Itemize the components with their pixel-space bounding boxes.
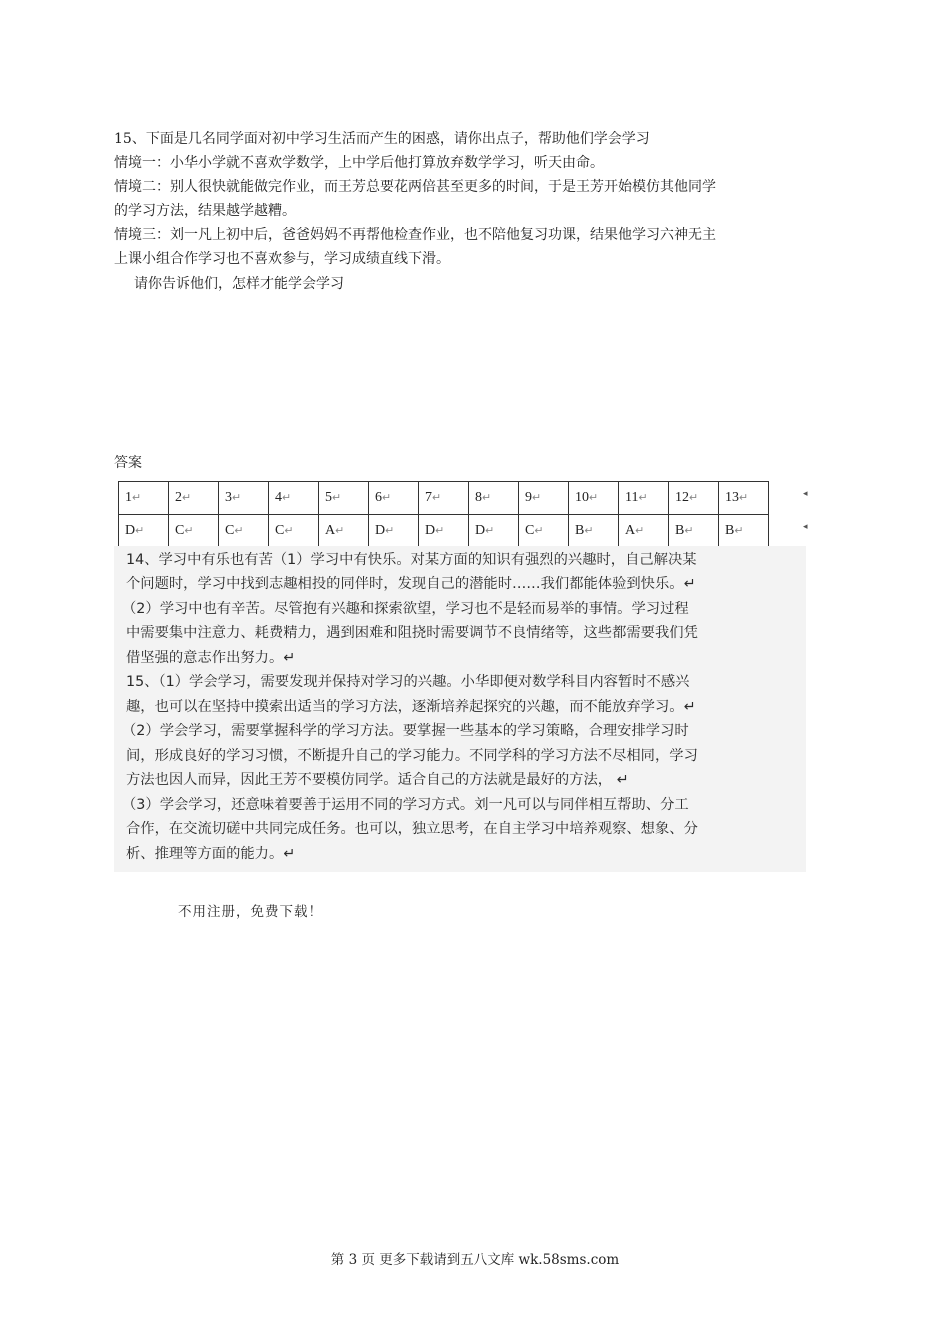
answer-choice-cell-value: C (275, 523, 285, 538)
question-number-cell (519, 482, 569, 515)
answer-line: 借坚强的意志作出努力。↵ (126, 650, 296, 666)
question-number-cell-value: 5 (325, 490, 332, 505)
return-mark: ↵ (532, 492, 542, 504)
scenario-1: 情境一：小华小学就不喜欢学数学，上中学后他打算放弃数学学习，听天由命。 (114, 155, 604, 171)
answer-choice-cell (319, 515, 369, 548)
return-mark: ↵ (335, 525, 345, 537)
return-mark: ↵ (132, 492, 142, 504)
return-mark: ↵ (382, 492, 392, 504)
promo-text: 不用注册，免费下载！ (178, 904, 323, 920)
return-mark: ↵ (734, 525, 744, 537)
answer-choice-cell (569, 515, 619, 548)
return-mark: ↵ (485, 525, 495, 537)
row-end-mark: ◂ (803, 489, 808, 499)
return-mark: ↵ (282, 492, 292, 504)
question-number-cell-value: 4 (275, 490, 282, 505)
answer-choice-cell-value: C (525, 523, 535, 538)
row-end-mark: ◂ (803, 522, 808, 532)
return-mark: ↵ (184, 525, 194, 537)
answer-choice-cell-value: A (625, 523, 636, 538)
answer-choice-cell (119, 515, 169, 548)
page-footer: 第 3 页 更多下载请到五八文库 wk.58sms.com (330, 1252, 620, 1268)
answer-explanation-image (114, 546, 806, 872)
answer-line: 合作，在交流切磋中共同完成任务。也可以，独立思考，在自主学习中培养观察、想象、分 (126, 821, 698, 837)
answer-choice-cell-value: D (125, 523, 136, 538)
question-number-cell (219, 482, 269, 515)
scenario-3-line-2: 上课小组合作学习也不喜欢参与，学习成绩直线下滑。 (114, 251, 450, 267)
question-number-cell (569, 482, 619, 515)
question-number-cell-value: 11 (625, 490, 639, 505)
question-number-cell (319, 482, 369, 515)
answer-line: 中需要集中注意力、耗费精力，遇到困难和阻挠时需要调节不良情绪等，这些都需要我们凭 (126, 625, 698, 641)
answer-line: 间，形成良好的学习习惯，不断提升自己的学习能力。不同学科的学习方法不尽相同，学习 (126, 748, 698, 764)
return-mark: ↵ (385, 525, 395, 537)
answer-choice-cell (219, 515, 269, 548)
answer-choice-cell (669, 515, 719, 548)
answer-choice-cell (169, 515, 219, 548)
return-mark: ↵ (332, 492, 342, 504)
answer-choice-cell (369, 515, 419, 548)
return-mark: ↵ (234, 525, 244, 537)
answer-table (118, 481, 769, 548)
return-mark: ↵ (232, 492, 242, 504)
answer-line: 方法也因人而异，因此王芳不要模仿同学。适合自己的方法就是最好的方法， ↵ (126, 772, 629, 788)
question-number-cell (269, 482, 319, 515)
question-number-cell (119, 482, 169, 515)
answer-choice-row (119, 515, 769, 548)
return-mark: ↵ (638, 492, 648, 504)
return-mark: ↵ (689, 492, 699, 504)
answer-choice-cell-value: D (425, 523, 436, 538)
answer-choice-cell-value: D (475, 523, 486, 538)
question-number-cell (369, 482, 419, 515)
return-mark: ↵ (584, 525, 594, 537)
answer-line: （2）学会学习，需要掌握科学的学习方法。要掌握一些基本的学习策略，合理安排学习时 (122, 723, 689, 739)
answer-line: 趣，也可以在坚持中摸索出适当的学习方法，逐渐培养起探究的兴趣，而不能放弃学习。↵ (126, 699, 696, 715)
answer-line: 14、学习中有乐也有苦（1）学习中有快乐。对某方面的知识有强烈的兴趣时，自己解决某 (126, 552, 697, 568)
return-mark: ↵ (534, 525, 544, 537)
return-mark: ↵ (739, 492, 749, 504)
answer-line: 析、推理等方面的能力。↵ (126, 846, 296, 862)
answer-choice-cell-value: B (675, 523, 685, 538)
question-number-cell (719, 482, 769, 515)
question-number-cell (619, 482, 669, 515)
question-number-cell (169, 482, 219, 515)
question-number-cell-value: 7 (425, 490, 432, 505)
return-mark: ↵ (135, 525, 145, 537)
scenario-2-line-2: 的学习方法，结果越学越糟。 (114, 203, 296, 219)
answer-line: （2）学习中也有辛苦。尽管抱有兴趣和探索欲望，学习也不是轻而易举的事情。学习过程 (122, 601, 689, 617)
answer-choice-cell-value: B (575, 523, 585, 538)
return-mark: ↵ (435, 525, 445, 537)
answer-choice-cell (619, 515, 669, 548)
answer-choice-cell (269, 515, 319, 548)
answer-line: （3）学会学习，还意味着要善于运用不同的学习方式。刘一凡可以与同伴相互帮助、分工 (122, 797, 689, 813)
question-number-cell-value: 1 (125, 490, 132, 505)
answer-label: 答案 (114, 455, 142, 471)
question-number-cell (469, 482, 519, 515)
answer-line: 15、（1）学会学习，需要发现并保持对学习的兴趣。小华即便对数学科目内容暂时不感兴 (126, 674, 690, 690)
return-mark: ↵ (589, 492, 599, 504)
return-mark: ↵ (182, 492, 192, 504)
answer-choice-cell-value: A (325, 523, 336, 538)
question-number-cell-value: 10 (575, 490, 589, 505)
answer-choice-cell (519, 515, 569, 548)
return-mark: ↵ (684, 525, 694, 537)
answer-choice-cell-value: C (225, 523, 235, 538)
answer-choice-cell (719, 515, 769, 548)
answer-choice-cell-value: C (175, 523, 185, 538)
return-mark: ↵ (635, 525, 645, 537)
answer-choice-cell-value: D (375, 523, 386, 538)
scenario-2-line-1: 情境二：别人很快就能做完作业，而王芳总要花两倍甚至更多的时间，于是王芳开始模仿其他同学 (114, 179, 716, 195)
answer-choice-cell-value: B (725, 523, 735, 538)
scenario-3-line-1: 情境三：刘一凡上初中后，爸爸妈妈不再帮他检查作业，也不陪他复习功课，结果他学习六神无主 (114, 227, 716, 243)
question-title: 15、下面是几名同学面对初中学习生活而产生的困惑，请你出点子，帮助他们学会学习 (114, 131, 650, 147)
question-number-cell (419, 482, 469, 515)
answer-choice-cell (469, 515, 519, 548)
question-number-cell-value: 8 (475, 490, 482, 505)
answer-choice-cell (419, 515, 469, 548)
question-number-cell-value: 9 (525, 490, 532, 505)
return-mark: ↵ (482, 492, 492, 504)
question-prompt: 请你告诉他们，怎样才能学会学习 (134, 276, 344, 292)
return-mark: ↵ (284, 525, 294, 537)
question-number-cell-value: 6 (375, 490, 382, 505)
answer-line: 个问题时，学习中找到志趣相投的同伴时，发现自己的潜能时……我们都能体验到快乐。↵ (126, 576, 696, 592)
question-number-cell (669, 482, 719, 515)
return-mark: ↵ (432, 492, 442, 504)
question-number-cell-value: 2 (175, 490, 182, 505)
question-number-row (119, 482, 769, 515)
question-number-cell-value: 13 (725, 490, 739, 505)
question-number-cell-value: 12 (675, 490, 689, 505)
question-number-cell-value: 3 (225, 490, 232, 505)
